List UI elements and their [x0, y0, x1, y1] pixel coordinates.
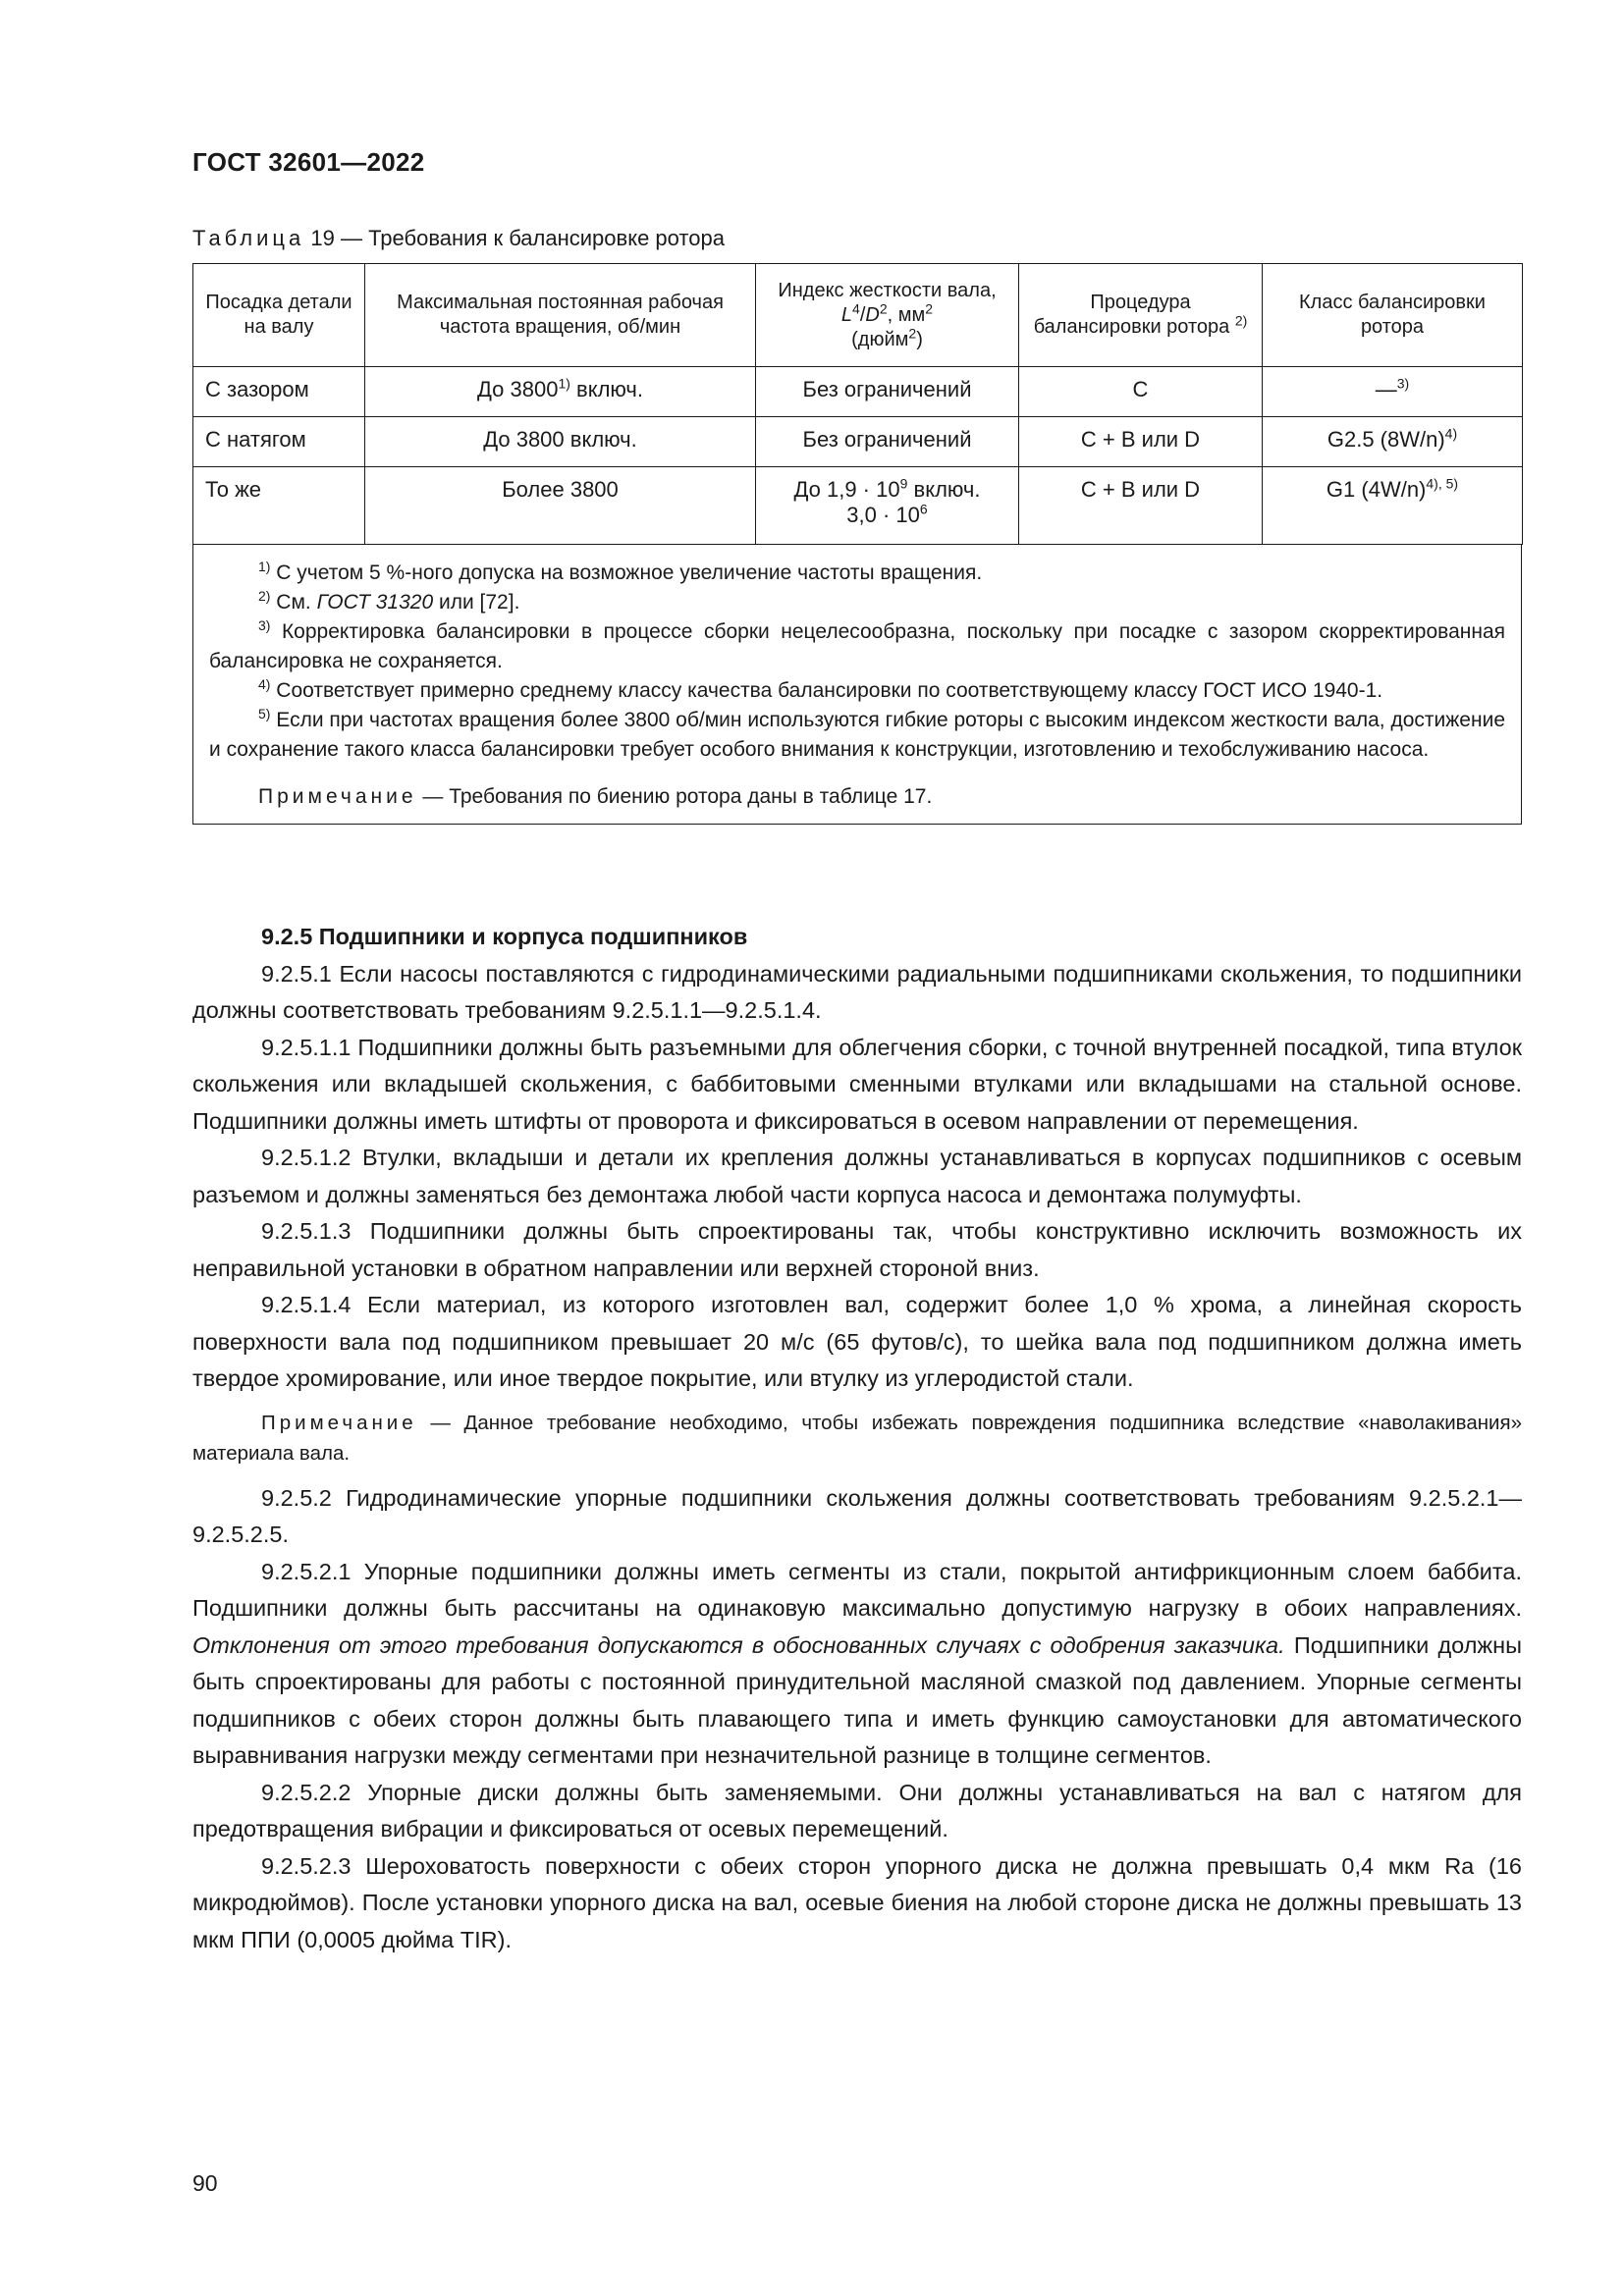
header-fit: Посадка детали на валу	[193, 264, 365, 367]
cell-procedure: С + В или D	[1019, 417, 1263, 467]
table-row	[193, 417, 1523, 467]
paragraph: 9.2.5.1 Если насосы поставляются с гидродинамическими радиальными подшипниками скольжения, то подшипники должны соответствовать требованиям 9.2.5.1.1—9.2.5.1.4.	[192, 960, 1522, 1023]
section-body	[192, 919, 1522, 1958]
table-caption-text: 19 — Требования к балансировке ротора	[304, 226, 725, 250]
table-header-row	[193, 264, 1523, 367]
cell-procedure: С + В или D	[1019, 467, 1263, 545]
paragraph: 9.2.5.2.1 Упорные подшипники должны иметь сегменты из стали, покрытой антифрикционным слоем баббита. Подшипники должны быть рассчитаны на одинаковую максимально допустимую нагрузку в обоих направлениях. Отклонения от этого требования допускаются в обоснованных случаях с одобрения заказчика. Подшипники должны быть спроектированы для работы с постоянной принудительной масляной смазкой под давлением. Упорные сегменты подшипников с обеих сторон должны быть плавающего типа и иметь функцию самоустановки для автоматического выравнивания нагрузки между сегментами при незначительной разнице в толщине сегментов.	[192, 1558, 1523, 1768]
cell-speed: До 3800 включ.	[365, 417, 756, 467]
cell-fit: С зазором	[193, 367, 365, 417]
header-procedure: Процедура балансировки ротора $^{2)}$	[1019, 264, 1263, 367]
table-footnotes	[192, 545, 1522, 825]
table-note-label: Примечание	[258, 785, 417, 808]
table-caption-word: Таблица	[192, 226, 305, 250]
cell-fit: С натягом	[193, 417, 365, 467]
table-row	[193, 367, 1523, 417]
paragraph: 9.2.5.1.4 Если материал, из которого изготовлен вал, содержит более 1,0 % хрома, а линейная скорость поверхности вала под подшипником превышает 20 м/с (65 футов/с), то шейка вала под подшипником должна иметь твердое хромирование, или иное твердое покрытие, или втулку из углеродистой стали.	[192, 1292, 1522, 1391]
cell-speed: Более 3800	[365, 467, 756, 545]
table-caption	[192, 226, 725, 251]
cell-stiffness: Без ограничений	[756, 367, 1019, 417]
paragraph: 9.2.5.2.3 Шероховатость поверхности с обеих сторон упорного диска не должна превышать 0,4 мкм Ra (16 микродюймов). После установки упорного диска на вал, осевые биения на любой стороне диска не должны превышать 13 мкм ППИ (0,0005 дюйма TIR).	[192, 1852, 1522, 1952]
table-row	[193, 467, 1523, 545]
cell-speed: До 3800$^{1)}$ включ.	[365, 367, 756, 417]
cell-class: G2.5 $(8W/n)^{4)}$	[1263, 417, 1523, 467]
section-note-label: Примечание	[261, 1411, 417, 1434]
paragraph: 9.2.5.1.3 Подшипники должны быть спроектированы так, чтобы конструктивно исключить возможность их неправильной установки в обратном направлении или верхней стороной вниз.	[192, 1218, 1522, 1281]
balancing-table	[192, 263, 1523, 545]
paragraph: 9.2.5.2 Гидродинамические упорные подшипники скольжения должны соответствовать требованиям 9.2.5.2.1—9.2.5.2.5.	[192, 1484, 1522, 1547]
cell-class: G1 $(4W/n)^{4), 5)}$	[1263, 467, 1523, 545]
table-note-text: — Требования по биению ротора даны в таблице 17.	[416, 785, 933, 808]
document-id: ГОСТ 32601—2022	[192, 147, 425, 177]
footnote-3: $^{3)}$ Корректировка балансировки в процессе сборки нецелесообразна, поскольку при посадке с зазором скорректированная балансировка не сохраняется.	[209, 617, 1505, 672]
section-heading: 9.2.5 Подшипники и корпуса подшипников	[261, 924, 748, 949]
paragraph: 9.2.5.1.1 Подшипники должны быть разъемными для облегчения сборки, с точной внутренней посадкой, типа втулок скольжения или вкладышей скольжения, с баббитовыми сменными втулками или вкладышами на стальной основе. Подшипники должны иметь штифты от проворота и фиксироваться в осевом направлении от перемещения.	[192, 1034, 1522, 1134]
page-number: 90	[192, 2170, 218, 2196]
balancing-table-block	[192, 263, 1522, 825]
footnote-5: $^{5)}$ Если при частотах вращения более 3800 об/мин используются гибкие роторы с высоким индексом жесткости вала, достижение и сохранение такого класса балансировки требует особого внимания к конструкции, изготовлению и техобслуживанию насоса.	[209, 706, 1505, 761]
cell-procedure: С	[1019, 367, 1263, 417]
paragraph: 9.2.5.2.2 Упорные диски должны быть заменяемыми. Они должны устанавливаться на вал с натягом для предотвращения вибрации и фиксироваться от осевых перемещений.	[192, 1779, 1522, 1842]
paragraph: 9.2.5.1.2 Втулки, вкладыши и детали их крепления должны устанавливаться в корпусах подшипников с осевым разъемом и должны заменяться без демонтажа любой части корпуса насоса и демонтажа полумуфты.	[192, 1145, 1522, 1207]
cell-stiffness: До $1,9 \cdot 10^9$ включ. $3,0 \cdot 10^6$	[756, 467, 1019, 545]
header-balance-class: Класс балансировки ротора	[1263, 264, 1523, 367]
table-note	[209, 782, 1505, 812]
section-note-text: — Данное требование необходимо, чтобы избежать повреждения подшипника вследствие «наволакивания» материала вала.	[192, 1411, 1522, 1465]
cell-fit: То же	[193, 467, 365, 545]
footnote-1: $^{1)}$ С учетом 5 %-ного допуска на возможное увеличение частоты вращения.	[258, 559, 983, 584]
header-stiffness: Индекс жесткости вала, $L^4/D^2$, $мм^2$ (дюйм$^2$)	[756, 264, 1019, 367]
cell-stiffness: Без ограничений	[756, 417, 1019, 467]
header-max-speed: Максимальная постоянная рабочая частота вращения, об/мин	[365, 264, 756, 367]
footnote-2: $^{2)}$ См. ГОСТ 31320 или [72].	[258, 588, 520, 614]
footnote-4: $^{4)}$ Соответствует примерно среднему классу качества балансировки по соответствующему классу ГОСТ ИСО 1940-1.	[258, 676, 1383, 702]
section-note	[192, 1408, 1522, 1468]
cell-class: —$^{3)}$	[1263, 367, 1523, 417]
